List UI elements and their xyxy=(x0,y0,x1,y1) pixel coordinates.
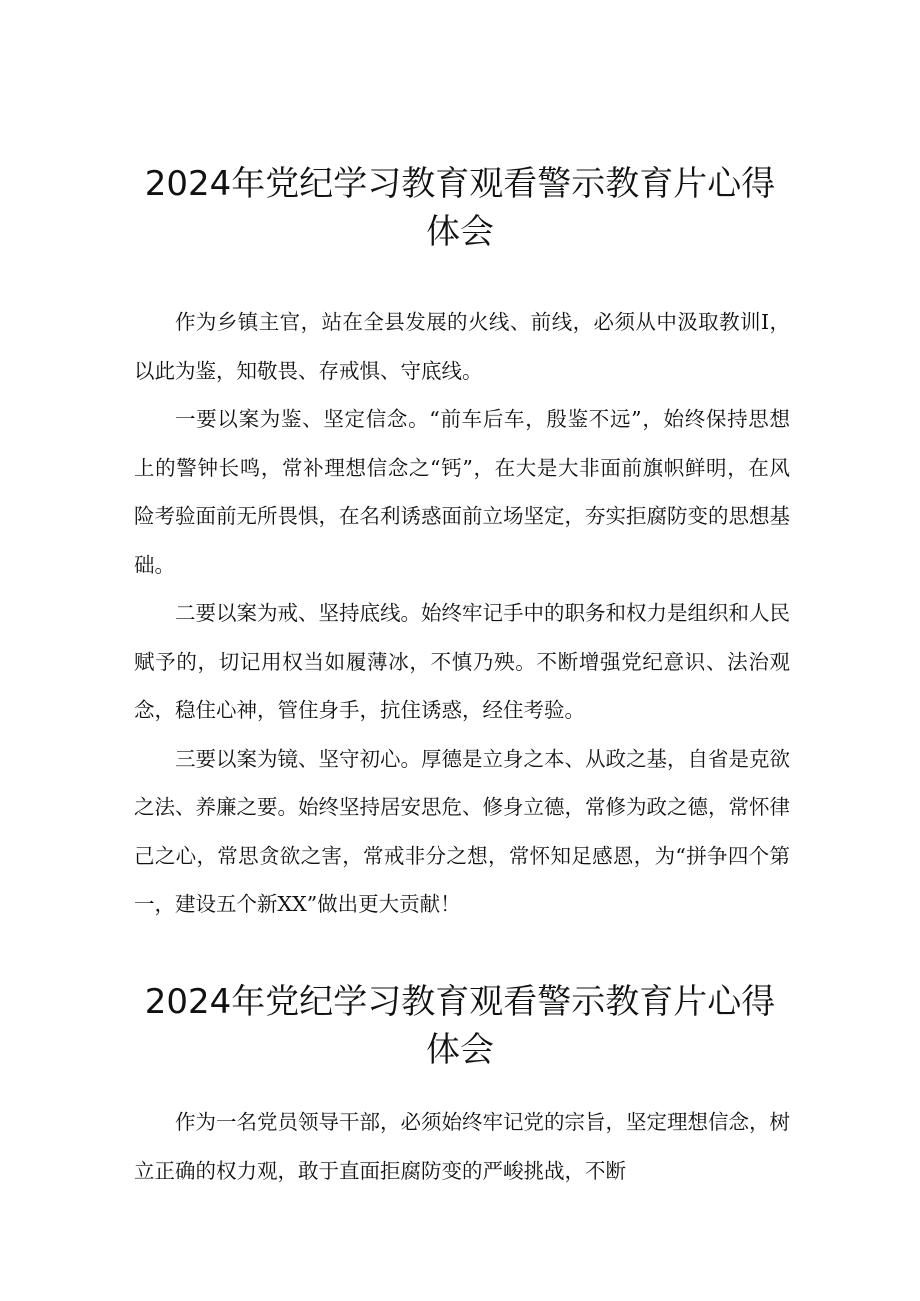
paragraph: 一要以案为鉴、坚定信念。“前车后车，殷鉴不远”，始终保持思想上的警钟长鸣，常补理想信念之“钙”，在大是大非面前旗帜鲜明，在风险考验面前无所畏惧，在名利诱惑面前立场坚定，夯实拒腐防变的思想基础。 xyxy=(134,407,790,577)
article-title xyxy=(120,978,800,1074)
paragraph: 作为一名党员领导干部，必须始终牢记党的宗旨，坚定理想信念，树立正确的权力观，敢于直面拒腐防变的严峻挑战，不断 xyxy=(134,1110,790,1183)
article-body xyxy=(134,1098,790,1195)
article-title xyxy=(120,160,800,256)
article-title-line-1: 2024年党纪学习教育观看警示教育片心得 xyxy=(144,982,776,1022)
article-title-line-2: 体会 xyxy=(426,212,494,252)
article-body xyxy=(134,298,790,929)
article-title-line-2: 体会 xyxy=(426,1030,494,1070)
article-title-line-1: 2024年党纪学习教育观看警示教育片心得 xyxy=(144,164,776,204)
paragraph: 作为乡镇主官，站在全县发展的火线、前线，必须从中汲取教训I，以此为鉴，知敬畏、存戒惧、守底线。 xyxy=(134,310,790,383)
paragraph: 三要以案为镜、坚守初心。厚德是立身之本、从政之基，自省是克欲之法、养廉之要。始终坚持居安思危、修身立德，常修为政之德，常怀律己之心，常思贪欲之害，常戒非分之想，常怀知足感恩，为“拼争四个第一，建设五个新XX”做出更大贡献！ xyxy=(134,746,790,916)
paragraph: 二要以案为戒、坚持底线。始终牢记手中的职务和权力是组织和人民赋予的，切记用权当如履薄冰，不慎乃殃。不断增强党纪意识、法治观念，稳住心神，管住身手，抗住诱惑，经住考验。 xyxy=(134,601,790,722)
